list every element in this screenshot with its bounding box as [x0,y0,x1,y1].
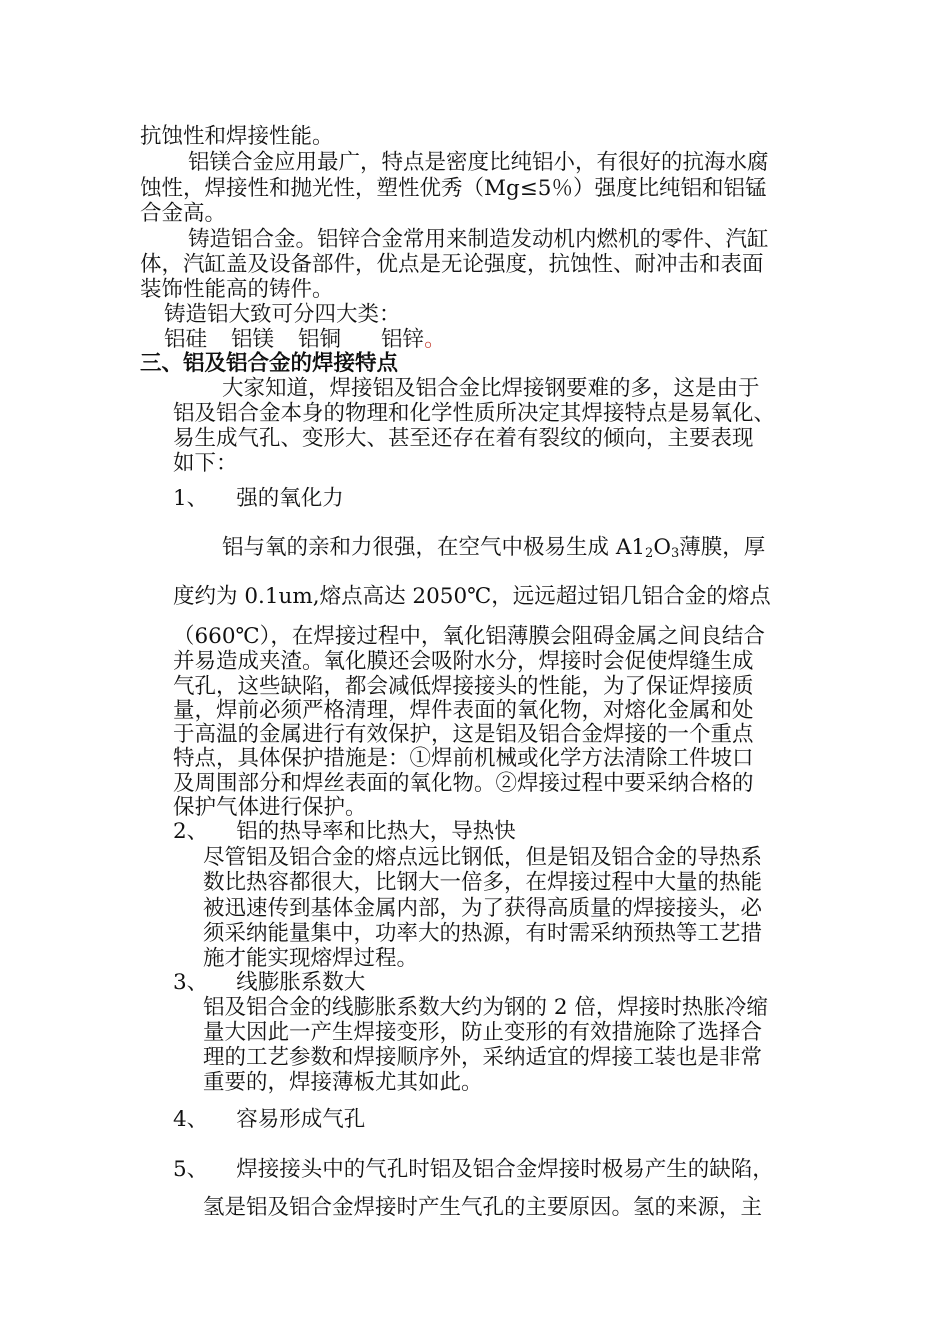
cast-types-end: 。 [424,327,446,352]
paragraph-line: 铝镁合金应用最广，特点是密度比纯铝小，有很好的抗海水腐 [188,150,769,175]
list-title: 线膨胀系数大 [236,970,366,995]
paragraph-line: 被迅速传到基体金属内部，为了获得高质量的焊接接头，必 [203,896,763,921]
list-title: 焊接接头中的气孔时铝及铝合金焊接时极易产生的缺陷， [236,1157,774,1182]
paragraph-line: （660℃），在焊接过程中，氧化铝薄膜会阻碍金属之间良结合 [173,624,765,649]
paragraph-line: 易生成气孔、变形大、甚至还存在着有裂纹的倾向，主要表现 [173,426,754,451]
list-number: 2、 [173,819,209,844]
list-number: 4、 [173,1107,209,1132]
paragraph-line: 蚀性，焊接性和抛光性，塑性优秀（Mg≤5％）强度比纯铝和铝锰 [140,176,767,201]
list-title: 强的氧化力 [236,486,344,511]
list-item-heading [173,1107,365,1133]
list-item-heading [173,819,516,845]
paragraph-line: 铝及铝合金的线膨胀系数大约为钢的 2 倍，焊接时热胀冷缩 [203,995,768,1020]
paragraph-line: 须采纳能量集中，功率大的热源，有时需采纳预热等工艺措 [203,921,763,946]
paragraph-line: 保护气体进行保护。 [173,795,367,820]
paragraph-line: 理的工艺参数和焊接顺序外，采纳适宜的焊接工装也是非常 [203,1045,763,1070]
paragraph-line: 如下： [173,451,238,476]
paragraph-line: 铝及铝合金本身的物理和化学性质所决定其焊接特点是易氧化、 [173,401,776,426]
paragraph-line: 重要的，焊接薄板尤其如此。 [203,1070,483,1095]
paragraph-line: 尽管铝及铝合金的熔点远比钢低，但是铝及铝合金的导热系 [203,845,763,870]
paragraph-line: 气孔，这些缺陷，都会减低焊接接头的性能，为了保证焊接质 [173,674,754,699]
paragraph-line: 于高温的金属进行有效保护，这是铝及铝合金焊接的一个重点 [173,722,754,747]
paragraph-line: 大家知道，焊接铝及铝合金比焊接钢要难的多，这是由于 [222,376,760,401]
paragraph-line: 体，汽缸盖及设备部件，优点是无论强度，抗蚀性、耐冲击和表面 [140,252,764,277]
paragraph-line: 装饰性能高的铸件。 [140,277,334,302]
paragraph-line: 量大因此一产生焊接变形，防止变形的有效措施除了选择合 [203,1020,763,1045]
paragraph-line: 氢是铝及铝合金焊接时产生气孔的主要原因。氢的来源，主 [203,1195,763,1220]
paragraph-line: 及周围部分和焊丝表面的氧化物。②焊接过程中要采纳合格的 [173,771,754,796]
section-heading: 三、铝及铝合金的焊接特点 [140,351,399,376]
paragraph-line: 特点，具体保护措施是：①焊前机械或化学方法清除工件坡口 [173,746,754,771]
paragraph-line: 铸造铝合金。铝锌合金常用来制造发动机内燃机的零件、汽缸 [188,227,769,252]
list-number: 3、 [173,970,209,995]
cast-type-item: 铝锌 [381,327,425,352]
paragraph-line: 铸造铝大致可分四大类： [164,302,401,327]
paragraph-line: 数比热容都很大，比钢大一倍多，在焊接过程中大量的热能 [203,870,763,895]
cast-type-item: 铝硅 [164,327,208,352]
cast-type-item: 铝镁 [231,327,275,352]
list-title: 容易形成气孔 [236,1107,366,1132]
list-item-heading [173,970,365,996]
list-number: 5、 [173,1157,209,1182]
cast-types-list [164,327,446,353]
paragraph-line: 铝与氧的亲和力很强，在空气中极易生成 $A1_2O_3$薄膜，厚 [222,535,766,561]
paragraph-line: 合金高。 [140,201,227,226]
paragraph-line: 度约为 0.1um,熔点高达 2050℃，远远超过铝几铝合金的熔点 [173,584,771,609]
paragraph-line: 施才能实现熔焊过程。 [203,946,419,971]
paragraph-line: 量，焊前必须严格清理，焊件表面的氧化物，对熔化金属和处 [173,698,754,723]
list-title: 铝的热导率和比热大，导热快 [236,819,516,844]
list-number: 1、 [173,486,209,511]
paragraph-line: 抗蚀性和焊接性能。 [140,124,334,149]
list-item-heading [173,1157,774,1183]
list-item-heading [173,486,344,512]
cast-type-item: 铝铜 [298,327,342,352]
paragraph-line: 并易造成夹渣。氧化膜还会吸附水分，焊接时会促使焊缝生成 [173,649,754,674]
